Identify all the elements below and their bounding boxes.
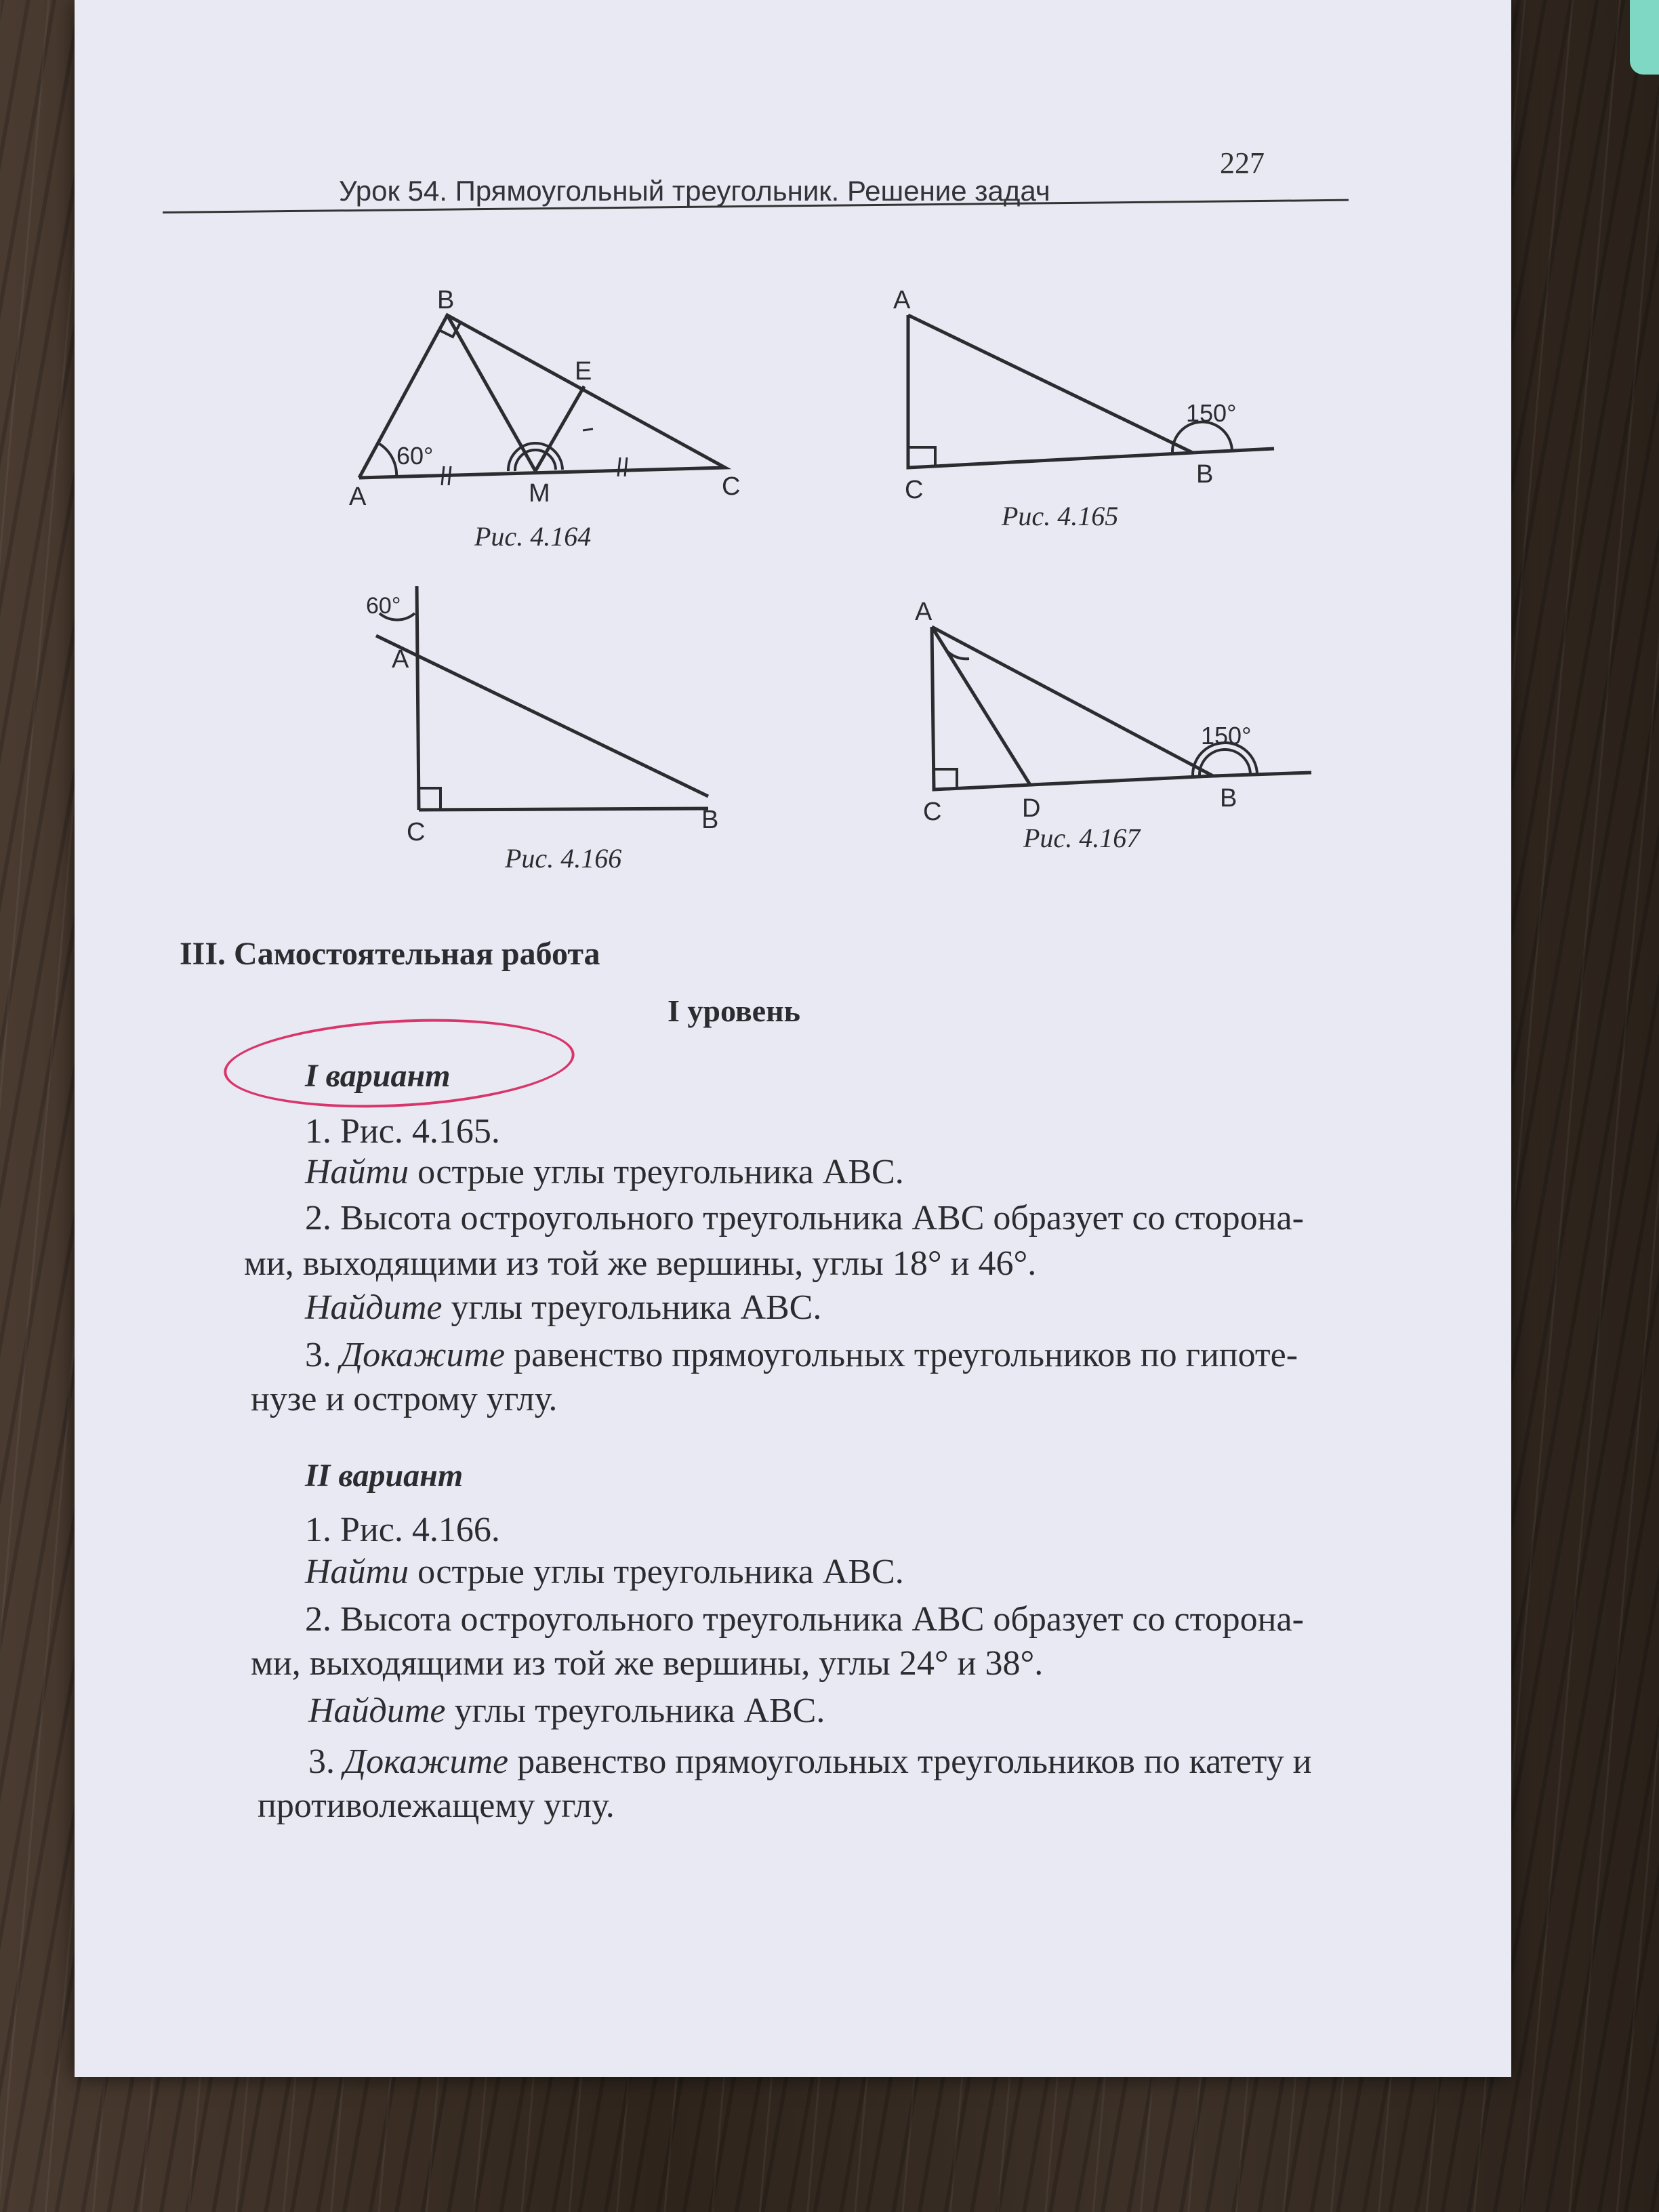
page-number: 227 xyxy=(1220,146,1265,180)
fig166-label-a: A xyxy=(392,645,409,674)
figure-4-167 xyxy=(932,627,1311,790)
figure-4-165 xyxy=(908,315,1274,468)
fig167-caption: Рис. 4.167 xyxy=(1023,823,1141,853)
fig164-label-a: A xyxy=(349,483,367,511)
fig166-angle: 60° xyxy=(366,593,401,619)
v2-task2-line3: Найдите углы треугольника ABC. xyxy=(308,1692,825,1730)
fig167-label-b: B xyxy=(1220,784,1237,813)
v1-task2-line2: ми, выходящими из той же вершины, углы 18° и 46°. xyxy=(244,1244,1037,1283)
v2-task3-line1: 3. Докажите равенство прямоугольных треугольников по катету и xyxy=(308,1742,1312,1781)
fig164-label-b: B xyxy=(437,286,455,314)
geometry-figures xyxy=(0,0,1659,895)
fig166-label-c: C xyxy=(407,818,426,846)
fig164-label-c: C xyxy=(722,472,741,501)
v2-task1-text: Найти острые углы треугольника ABC. xyxy=(305,1553,904,1591)
v1-task2-line1: 2. Высота остроугольного треугольника ABC образует со сторона- xyxy=(305,1199,1304,1237)
v2-task2-line1: 2. Высота остроугольного треугольника ABC образует со сторона- xyxy=(305,1600,1304,1639)
fig165-angle: 150° xyxy=(1186,399,1237,427)
fig164-caption: Рис. 4.164 xyxy=(474,521,592,552)
fig167-label-a: A xyxy=(915,598,933,626)
level-title: I уровень xyxy=(668,994,800,1028)
fig167-label-c: C xyxy=(923,798,942,826)
v1-task2-line3: Найдите углы треугольника ABC. xyxy=(305,1288,822,1327)
v2-task2-line2: ми, выходящими из той же вершины, углы 24° и 38°. xyxy=(251,1644,1044,1683)
v1-task3-line1: 3. Докажите равенство прямоугольных треугольников по гипоте- xyxy=(305,1336,1298,1374)
section-title: III. Самостоятельная работа xyxy=(180,936,600,972)
fig166-label-b: B xyxy=(701,806,719,834)
figure-4-166 xyxy=(376,586,708,810)
v1-task1-ref: 1. Рис. 4.165. xyxy=(305,1112,500,1151)
v1-task1-text: Найти острые углы треугольника ABC. xyxy=(305,1153,904,1191)
page-header: Урок 54. Прямоугольный треугольник. Решение задач xyxy=(339,175,1050,207)
fig167-angle: 150° xyxy=(1201,722,1252,750)
v2-task3-line2: противолежащему углу. xyxy=(258,1786,615,1825)
variant1-title: I вариант xyxy=(305,1058,451,1094)
v2-task1-ref: 1. Рис. 4.166. xyxy=(305,1511,500,1549)
v1-task3-line2: нузе и острому углу. xyxy=(251,1380,558,1418)
fig165-label-b: B xyxy=(1196,460,1214,489)
fig165-label-c: C xyxy=(905,476,924,504)
fig165-caption: Рис. 4.165 xyxy=(1002,501,1119,531)
fig166-caption: Рис. 4.166 xyxy=(505,843,622,874)
fig164-angle: 60° xyxy=(396,442,434,470)
fig164-label-e: E xyxy=(575,357,592,386)
fig167-label-d: D xyxy=(1022,794,1041,823)
fig164-label-m: M xyxy=(529,479,550,508)
fig165-label-a: A xyxy=(893,286,911,314)
variant2-title: II вариант xyxy=(305,1458,464,1494)
